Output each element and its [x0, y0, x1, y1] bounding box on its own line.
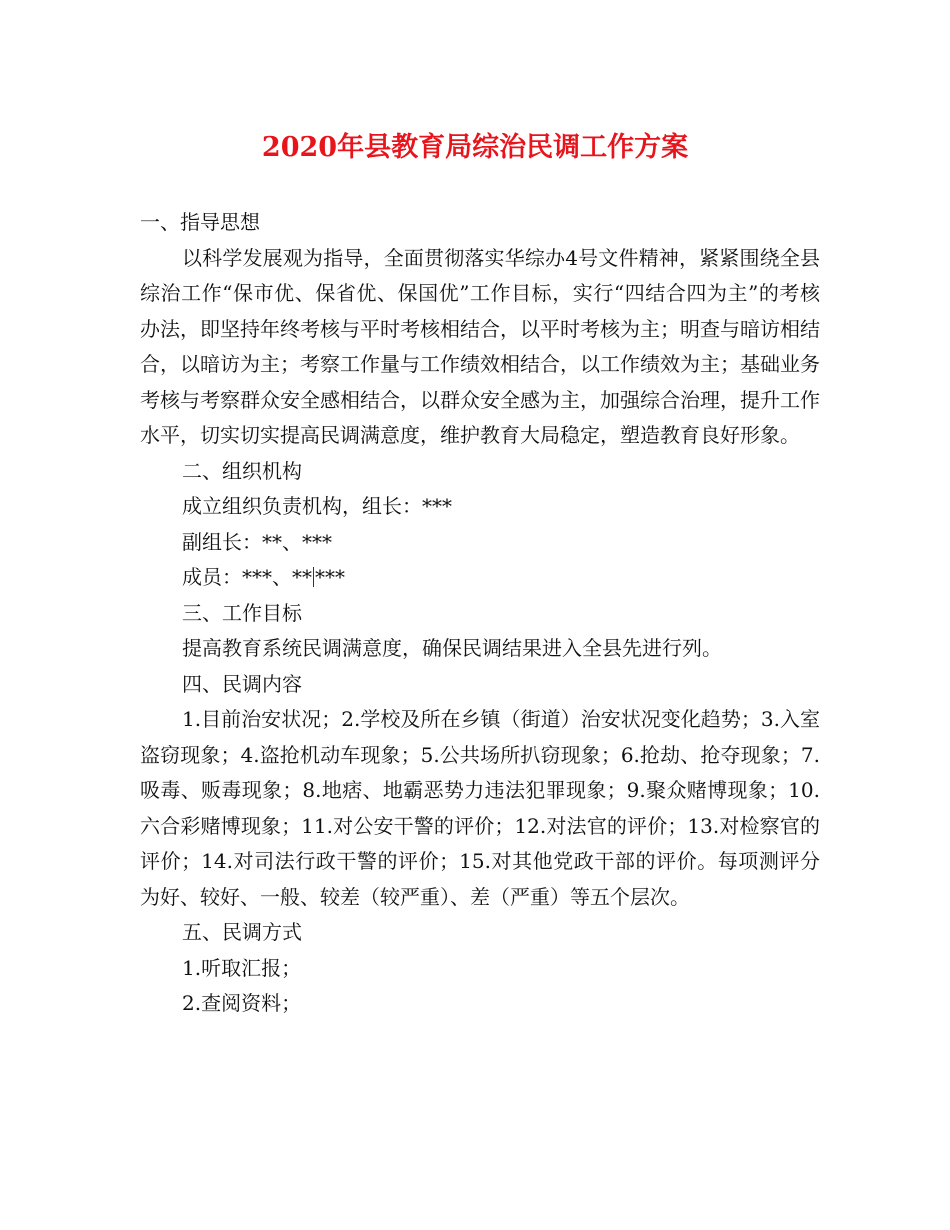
section-1-paragraph: 以科学发展观为指导，全面贯彻落实华综办4号文件精神，紧紧围绕全县综治工作“保市优、保省优、保国优”工作目标，实行“四结合四为主”的考核办法，即坚持年终考核与平时考核相结合，以平时考核为主；明查与暗访相结合，以暗访为主；考察工作量与工作绩效相结合，以工作绩效为主；基础业务考核与考察群众安全感相结合，以群众安全感为主，加强综合治理，提升工作水平，切实切实提高民调满意度，维护教育大局稳定，塑造教育良好形象。	[140, 245, 820, 447]
section-3-paragraph: 提高教育系统民调满意度，确保民调结果进入全县先进行列。	[182, 636, 722, 660]
section-5-heading: 五、民调方式	[182, 920, 302, 944]
section-2-leader-line: 成立组织负责机构，组长：***	[182, 494, 452, 518]
text-cursor-icon	[313, 567, 314, 587]
section-2-members-line	[140, 560, 820, 596]
section-5-item-2: 2.查阅资料；	[182, 991, 302, 1015]
section-1-heading: 一、指导思想	[140, 210, 260, 234]
section-4-heading: 四、民调内容	[182, 671, 302, 696]
members-text-a: 成员：***、**	[182, 565, 312, 589]
section-3-heading: 三、工作目标	[182, 600, 302, 625]
section-4-paragraph: 1.目前治安状况；2.学校及所在乡镇（街道）治安状况变化趋势；3.入室盗窃现象；4.盗抢机动车现象；5.公共场所扒窃现象；6.抢劫、抢夺现象；7.吸毒、贩毒现象；8.地痞、地霸恶势力违法犯罪现象；9.聚众赌博现象；10.六合彩赌博现象；11.对公安干警的评价；12.对法官的评价；13.对检察官的评价；14.对司法行政干警的评价；15.对其他党政干部的评价。每项测评分为好、较好、一般、较差（较严重）、差（严重）等五个层次。	[140, 707, 820, 909]
section-5-item-1: 1.听取汇报；	[182, 955, 302, 980]
section-2-deputy-line: 副组长：**、***	[182, 529, 332, 554]
members-text-b: ***	[315, 565, 345, 589]
document-body	[140, 205, 820, 1022]
section-2-heading: 二、组织机构	[182, 458, 302, 483]
document-title: 2020年县教育局综治民调工作方案	[261, 132, 689, 163]
